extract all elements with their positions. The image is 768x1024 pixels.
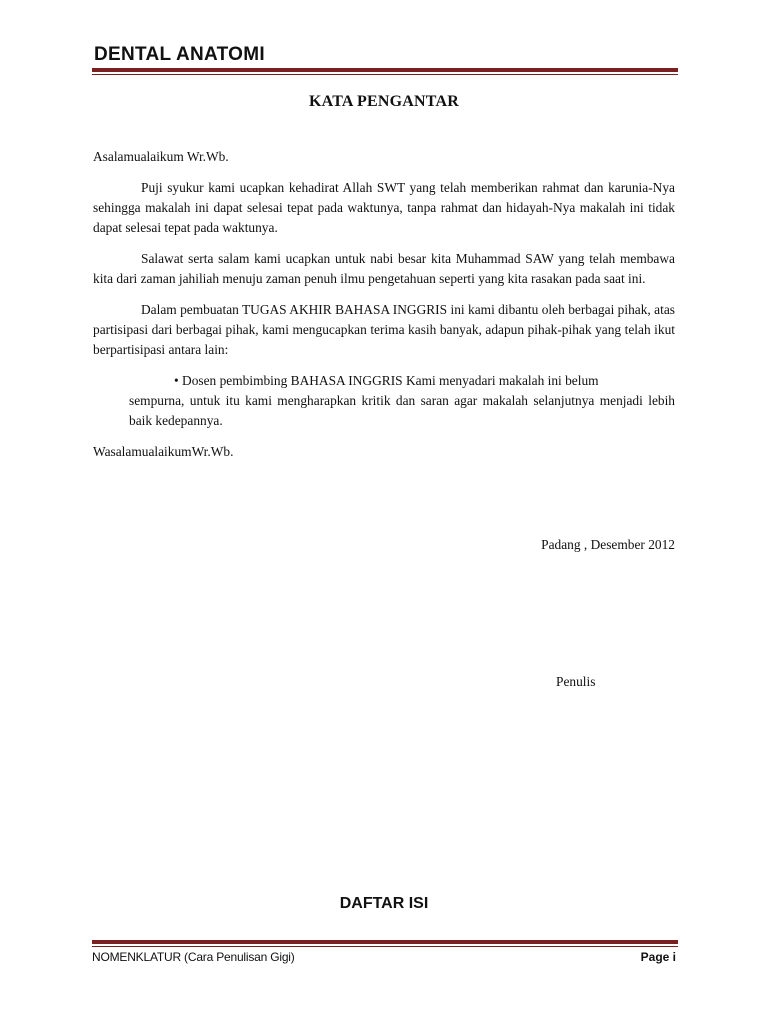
document-title: KATA PENGANTAR [309,93,459,110]
running-footer-title: NOMENKLATUR (Cara Penulisan Gigi) [92,950,295,964]
toc-title: DAFTAR ISI [339,895,429,912]
footer-rule-thick [92,940,678,944]
body-text [93,147,675,462]
bullet-item [129,371,675,431]
greeting: Asalamualaikum Wr.Wb. [93,149,229,164]
paragraph-1: Puji syukur kami ucapkan kehadirat Allah SWT yang telah memberikan rahmat dan karunia-Nya sehingga makalah ini dapat selesai tepat pada waktunya, tanpa rahmat dan hidayah-Nya makalah ini tidak dapat selesai tepat pada waktunya. [93,180,675,235]
page-number: Page i [640,950,676,964]
running-header-title: DENTAL ANATOMI [94,44,265,65]
bullet-continuation: sempurna, untuk itu kami mengharapkan kritik dan saran agar makalah selanjutnya menjadi lebih baik kedepannya. [129,393,675,428]
bullet-first-line: • Dosen pembimbing BAHASA INGGRIS Kami menyadari makalah ini belum [174,373,599,388]
closing-salutation: WasalamualaikumWr.Wb. [93,444,234,459]
header-rule-thin [92,74,678,75]
author-signature: Penulis [556,674,596,689]
paragraph-3: Dalam pembuatan TUGAS AKHIR BAHASA INGGRIS ini kami dibantu oleh berbagai pihak, atas partisipasi dari berbagai pihak, kami mengucapkan terima kasih banyak, adapun pihak-pihak yang telah ikut berpartisipasi antara lain: [93,302,675,357]
header-rule-thick [92,68,678,72]
paragraph-2: Salawat serta salam kami ucapkan untuk nabi besar kita Muhammad SAW yang telah membawa kita dari zaman jahiliah menuju zaman penuh ilmu pengetahuan seperti yang kita rasakan pada saat ini. [93,251,675,286]
footer-rule-thin [92,946,678,947]
place-date: Padang , Desember 2012 [541,537,675,552]
